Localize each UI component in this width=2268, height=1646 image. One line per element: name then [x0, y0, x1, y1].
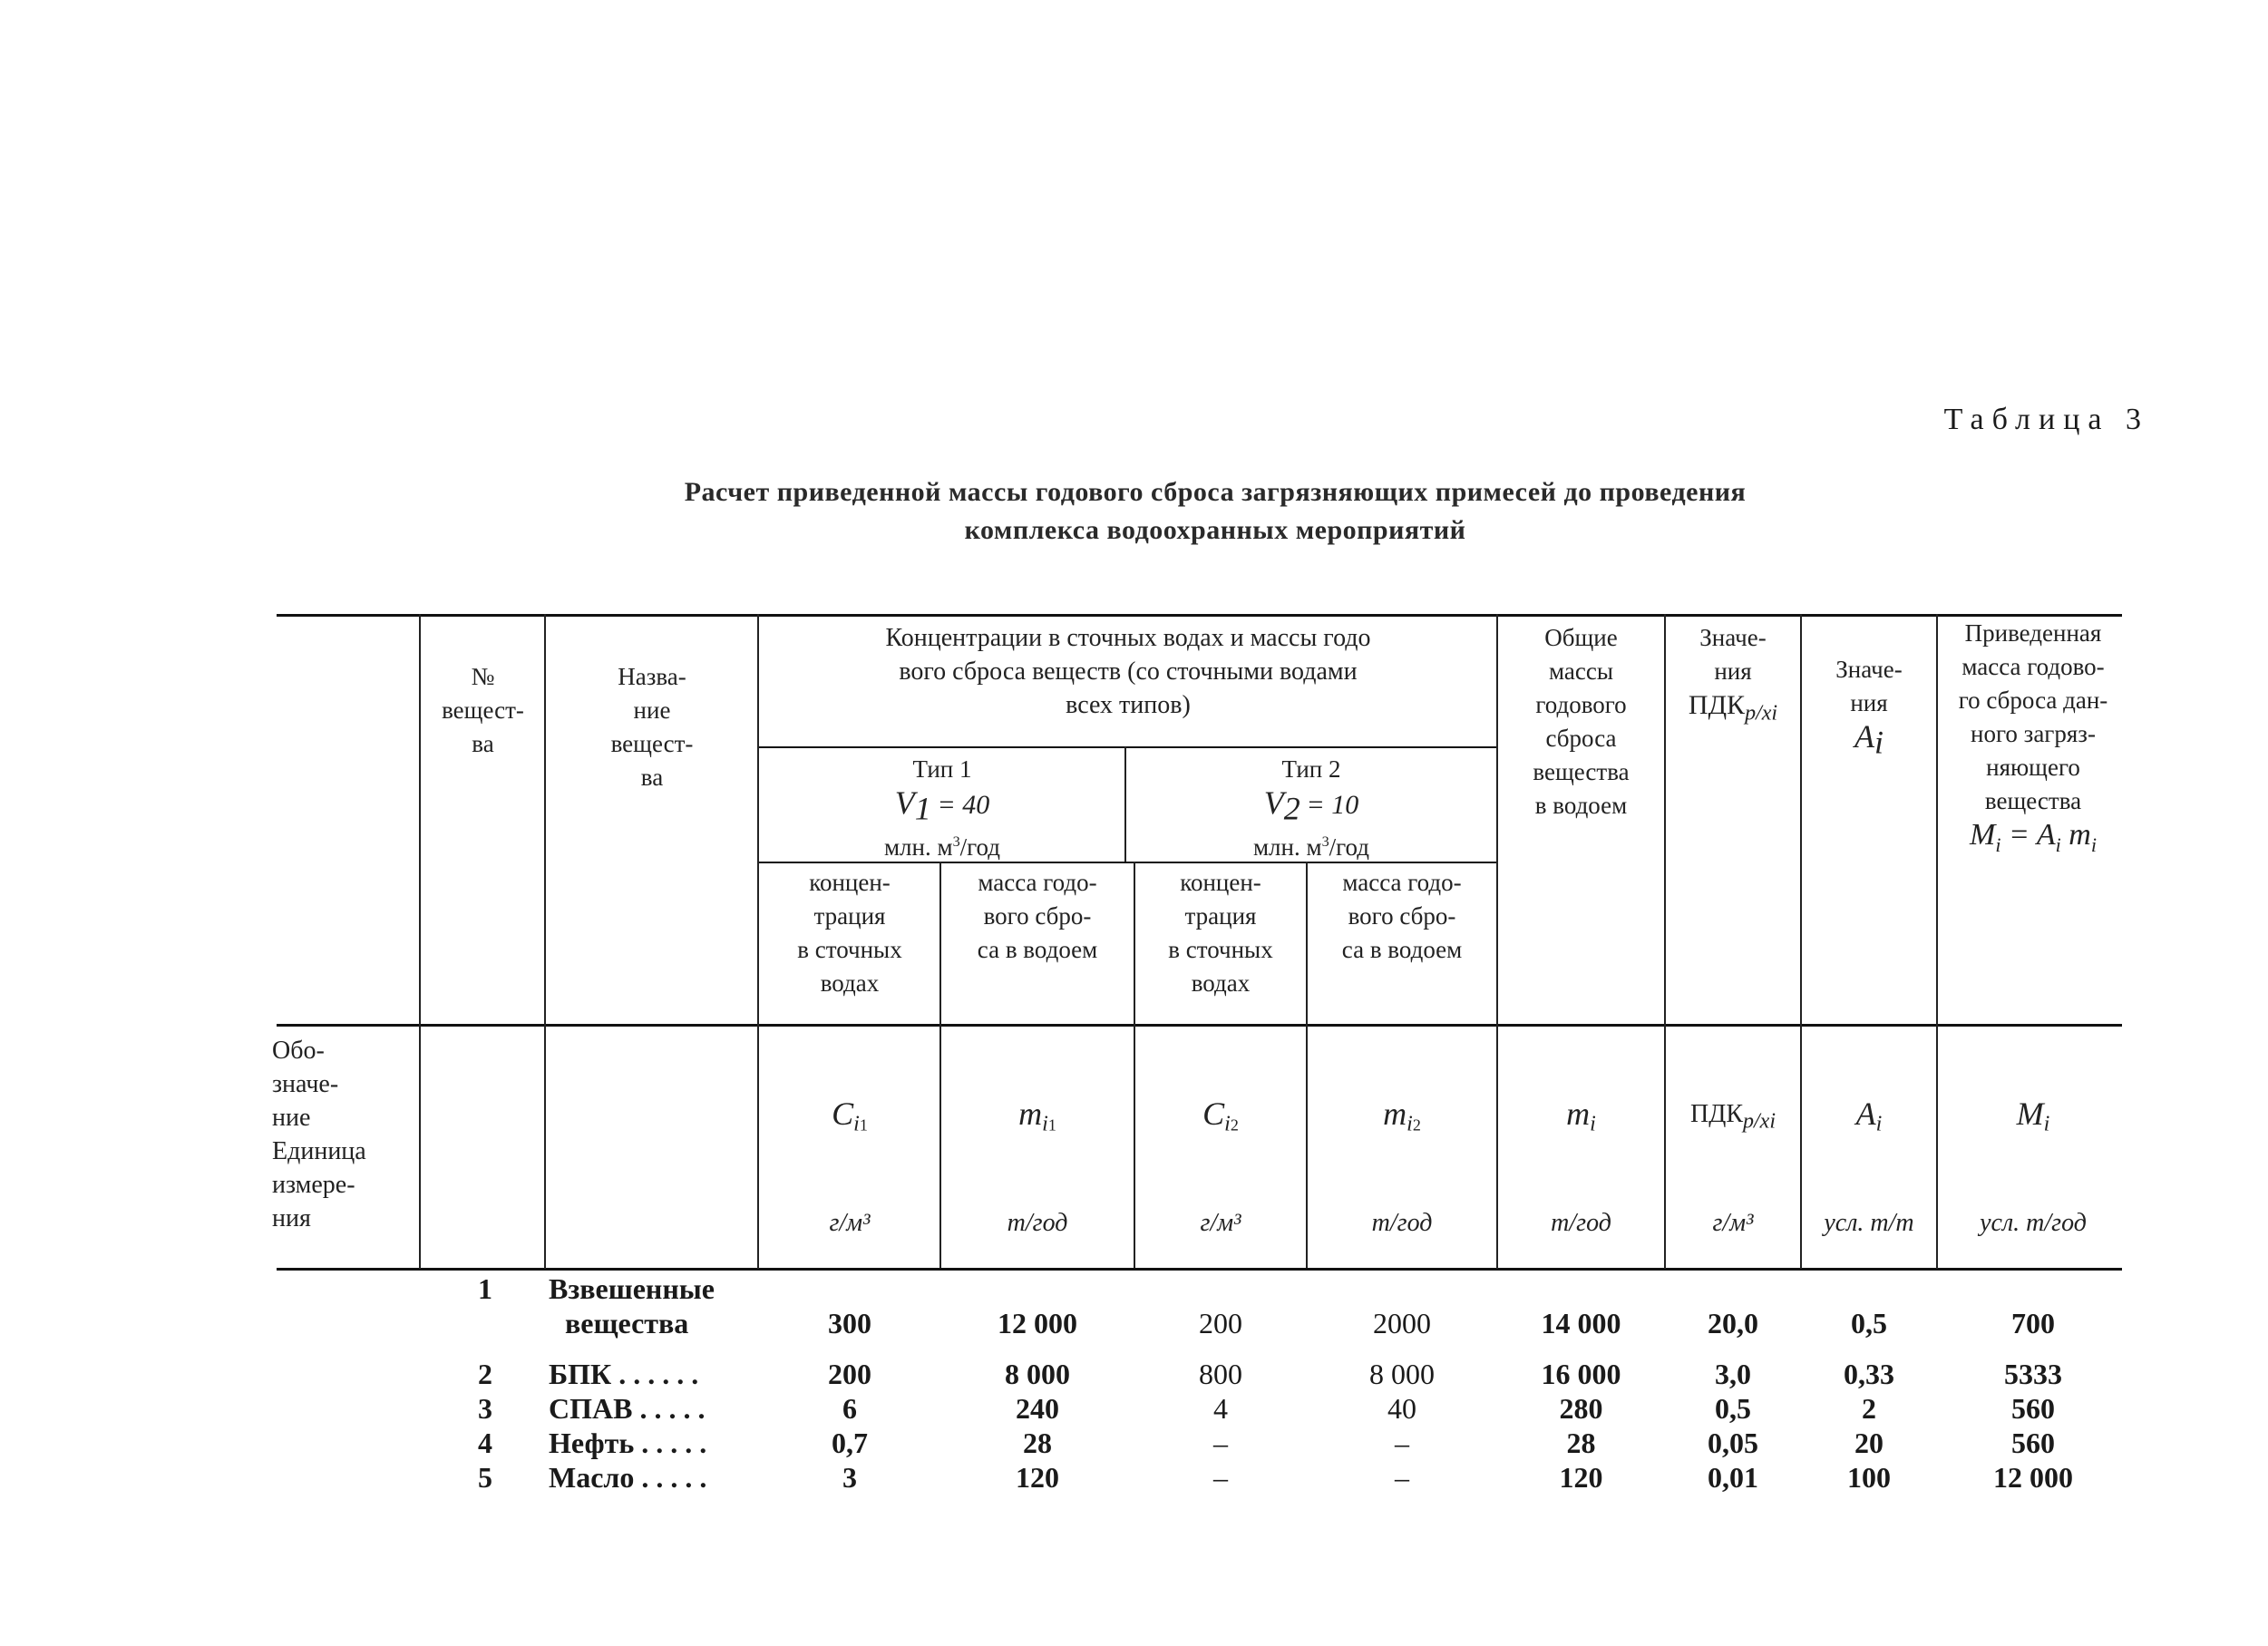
- symbol-sub: i: [1042, 1112, 1048, 1136]
- group-line: Концентрации в сточных водах и массы годо: [885, 624, 1371, 652]
- row-cell-pdk: 3,0: [1715, 1358, 1751, 1390]
- unit-pre: млн. м: [1252, 833, 1322, 862]
- symbol-main: C: [1202, 1096, 1225, 1132]
- row-cell-a: 0,33: [1844, 1358, 1894, 1390]
- reduced-line: масса годово-: [1961, 653, 2105, 680]
- header-reduced-mass: [1938, 617, 2128, 862]
- formula-eq: = A: [2009, 818, 2056, 852]
- sub-line: масса годо-: [978, 869, 1097, 896]
- header-pdk: [1666, 621, 1800, 730]
- sub-line: в сточных: [797, 936, 902, 963]
- row-name: [549, 1357, 757, 1391]
- unit-label-line: ния: [272, 1204, 311, 1232]
- row-cell-c2: 800: [1199, 1358, 1242, 1390]
- row-cell-total: 14 000: [1541, 1307, 1621, 1339]
- row-cell-a: 0,5: [1851, 1307, 1887, 1339]
- row-cell-m1: 8 000: [1005, 1358, 1070, 1390]
- volume-sub: 1: [914, 790, 931, 827]
- symbol-sub2: 1: [859, 1115, 868, 1135]
- sub-line: трация: [813, 902, 886, 930]
- total-line: годового: [1535, 691, 1627, 718]
- header-number-line: №: [471, 663, 495, 690]
- designation-line: ние: [272, 1104, 311, 1132]
- symbol-sub: i: [1407, 1112, 1413, 1136]
- designation-unit: г/м³: [1200, 1209, 1241, 1237]
- group-rule: [757, 746, 1496, 748]
- title-line-1: Расчет приведенной массы годового сброса загрязняющих примесей до проведения: [684, 477, 1747, 507]
- row-name-line: БПК . . . . . .: [549, 1358, 699, 1390]
- pdk-line: ния: [1714, 657, 1752, 685]
- row-cell-c1: 200: [828, 1358, 871, 1390]
- row-cell-c2: 4: [1213, 1392, 1228, 1425]
- unit-label-line: Единица: [272, 1137, 366, 1165]
- unit-sup: 3: [1321, 833, 1329, 851]
- designation-label: [272, 1034, 408, 1235]
- designation-symbol: [1498, 1097, 1664, 1141]
- row-cell-m2: 8 000: [1369, 1358, 1435, 1390]
- designation-symbol: [1308, 1097, 1496, 1142]
- sub-line: водах: [820, 969, 880, 997]
- header-name-line: вещест-: [610, 730, 694, 757]
- row-cell-m2: –: [1395, 1461, 1409, 1494]
- row-cell-c1: 6: [842, 1392, 857, 1425]
- designation-line: Обо-: [272, 1037, 325, 1065]
- row-cell-c1: 0,7: [832, 1427, 868, 1459]
- sub-line: концен-: [809, 869, 891, 896]
- symbol-sub2: 1: [1047, 1115, 1056, 1135]
- row-name-line: СПАВ . . . . .: [549, 1392, 706, 1425]
- row-number: 4: [478, 1427, 492, 1459]
- row-cell-m1: 28: [1023, 1427, 1052, 1459]
- symbol-main: ПДК: [1690, 1100, 1743, 1128]
- header-number-line: вещест-: [442, 696, 524, 724]
- a-line: Значе-: [1835, 656, 1903, 683]
- a-line: ния: [1850, 689, 1888, 716]
- row-name-line: Взвешенные: [549, 1272, 715, 1305]
- type-label: Тип 2: [1281, 755, 1341, 783]
- header-name-line: Назва-: [618, 663, 686, 690]
- designation-line: значе-: [272, 1070, 339, 1098]
- row-cell-m: 560: [2011, 1392, 2055, 1425]
- designation-unit: т/год: [1371, 1209, 1433, 1237]
- header-conc-1: [760, 866, 939, 1000]
- header-name-line: ние: [633, 696, 671, 724]
- sub-line: са в водоем: [977, 936, 1098, 963]
- designation-unit: т/год: [1551, 1209, 1611, 1237]
- row-number: 1: [478, 1272, 492, 1305]
- header-type-2: [1126, 753, 1496, 864]
- designation-unit: усл. т/т: [1824, 1209, 1914, 1237]
- symbol-main: m: [1018, 1096, 1043, 1132]
- header-type-1: [760, 753, 1124, 864]
- row-name-line: вещества: [565, 1307, 689, 1339]
- volume-symbol: V: [1263, 784, 1284, 821]
- header-mass-2: [1308, 866, 1496, 967]
- pdk-line: Значе-: [1699, 624, 1767, 651]
- type-volume: [1126, 786, 1496, 825]
- designation-rule: [277, 1268, 2122, 1271]
- symbol-main: M: [2016, 1096, 2044, 1132]
- row-name: [549, 1426, 757, 1460]
- row-cell-pdk: 0,01: [1708, 1461, 1758, 1494]
- title-line-2: комплекса водоохранных мероприятий: [964, 515, 1466, 545]
- symbol-main: m: [1383, 1096, 1407, 1132]
- volume-symbol: V: [894, 784, 915, 821]
- type-unit: [760, 825, 1124, 864]
- unit-post: /год: [959, 833, 1001, 862]
- row-cell-m: 560: [2011, 1427, 2055, 1459]
- formula-m: M: [1970, 818, 1996, 852]
- unit-sup: 3: [952, 833, 960, 851]
- unit-post: /год: [1329, 833, 1370, 862]
- row-cell-m: 12 000: [1993, 1461, 2073, 1494]
- a-sub: i: [1874, 724, 1884, 761]
- row-cell-c2: –: [1213, 1461, 1228, 1494]
- sub-line: вого сбро-: [983, 902, 1092, 930]
- symbol-sub: i: [1875, 1112, 1883, 1136]
- row-cell-m: 5333: [2004, 1358, 2062, 1390]
- header-mass-1: [941, 866, 1134, 967]
- designation-unit: усл. т/год: [1980, 1209, 2087, 1237]
- volume-value: = 40: [937, 790, 990, 820]
- a-sym: A: [1854, 718, 1874, 755]
- symbol-sub2: 2: [1412, 1115, 1421, 1135]
- row-cell-m2: –: [1395, 1427, 1409, 1459]
- group-line: всех типов): [1066, 691, 1191, 719]
- symbol-sub: р/хі: [1743, 1109, 1776, 1134]
- total-line: вещества: [1533, 758, 1630, 785]
- designation-symbol: [1802, 1097, 1936, 1141]
- row-name-line: Масло . . . . .: [549, 1461, 707, 1494]
- row-cell-c1: 300: [828, 1307, 871, 1339]
- formula-m-small: m: [2068, 818, 2091, 852]
- row-name-line: Нефть . . . . .: [549, 1427, 707, 1459]
- row-cell-m2: 40: [1387, 1392, 1416, 1425]
- group-line: вого сброса веществ (со сточными водами: [899, 657, 1358, 686]
- total-line: Общие: [1544, 624, 1618, 651]
- header-number: [422, 660, 544, 761]
- row-cell-pdk: 0,5: [1715, 1392, 1751, 1425]
- row-cell-total: 120: [1559, 1461, 1603, 1494]
- total-line: сброса: [1545, 725, 1617, 752]
- symbol-sub: i: [853, 1112, 860, 1136]
- symbol-sub: i: [1224, 1112, 1231, 1136]
- row-name: [549, 1271, 757, 1340]
- header-name: [547, 660, 757, 794]
- header-name-line: ва: [640, 764, 664, 791]
- sub-line: масса годо-: [1342, 869, 1462, 896]
- vline: [419, 614, 421, 1269]
- header-rule: [277, 1024, 2122, 1027]
- header-total-mass: [1498, 621, 1664, 823]
- sub-line: концен-: [1180, 869, 1261, 896]
- pdk-sub: р/хі: [1745, 701, 1778, 726]
- row-cell-a: 20: [1854, 1427, 1884, 1459]
- row-cell-pdk: 0,05: [1708, 1427, 1758, 1459]
- symbol-sub: i: [1590, 1112, 1596, 1136]
- header-a-values: [1802, 653, 1936, 759]
- reduced-line: вещества: [1984, 787, 2082, 814]
- reduced-line: ного загряз-: [1971, 720, 2096, 747]
- vline: [757, 614, 759, 1269]
- table-label: Таблица 3: [1943, 403, 2149, 436]
- row-number: 2: [478, 1358, 492, 1390]
- row-cell-m1: 120: [1016, 1461, 1059, 1494]
- row-cell-m2: 2000: [1373, 1307, 1431, 1339]
- vline: [544, 614, 546, 1269]
- type-unit: [1126, 825, 1496, 864]
- pdk-symbol: [1666, 688, 1800, 730]
- sub-line: са в водоем: [1341, 936, 1463, 963]
- row-cell-m1: 240: [1016, 1392, 1059, 1425]
- sub-line: трация: [1184, 902, 1257, 930]
- row-cell-m: 700: [2011, 1307, 2055, 1339]
- row-name: [549, 1391, 757, 1426]
- reduced-line: Приведенная: [1964, 619, 2102, 647]
- top-rule: [277, 614, 2122, 617]
- header-concentrations-group: [760, 621, 1496, 722]
- designation-unit: г/м³: [1712, 1209, 1754, 1237]
- total-line: в водоем: [1534, 792, 1628, 819]
- pdk-sym: ПДК: [1688, 690, 1746, 720]
- reduced-line: го сброса дан-: [1958, 687, 2108, 714]
- row-cell-pdk: 20,0: [1708, 1307, 1758, 1339]
- row-cell-a: 2: [1862, 1392, 1876, 1425]
- designation-symbol: [1938, 1097, 2128, 1141]
- symbol-main: C: [832, 1096, 854, 1132]
- symbol-sub: i: [2043, 1112, 2050, 1136]
- type-volume: [760, 786, 1124, 825]
- row-cell-total: 280: [1559, 1392, 1603, 1425]
- designation-unit: г/м³: [829, 1209, 871, 1237]
- document-title: [508, 473, 1922, 550]
- total-line: массы: [1549, 657, 1613, 685]
- symbol-main: m: [1566, 1096, 1591, 1132]
- designation-symbol: [941, 1097, 1134, 1142]
- reduced-formula: $M_i = A_i$ $m_i$: [1970, 818, 2097, 856]
- sub-line: вого сбро-: [1348, 902, 1456, 930]
- sub-line: водах: [1191, 969, 1251, 997]
- row-cell-c2: 200: [1199, 1307, 1242, 1339]
- type-label: Тип 1: [912, 755, 972, 783]
- row-cell-a: 100: [1847, 1461, 1891, 1494]
- a-symbol: [1802, 720, 1936, 759]
- row-cell-c1: 3: [842, 1461, 857, 1494]
- row-cell-total: 28: [1566, 1427, 1596, 1459]
- sub-line: в сточных: [1168, 936, 1273, 963]
- header-conc-2: [1135, 866, 1306, 1000]
- row-cell-c2: –: [1213, 1427, 1228, 1459]
- row-cell-total: 16 000: [1541, 1358, 1621, 1390]
- volume-sub: 2: [1283, 790, 1300, 827]
- designation-unit: т/год: [1007, 1209, 1068, 1237]
- row-number: 3: [478, 1392, 492, 1425]
- designation-symbol: [760, 1097, 939, 1142]
- symbol-main: A: [1855, 1096, 1876, 1132]
- designation-symbol: [1135, 1097, 1306, 1142]
- unit-label-line: измере-: [272, 1171, 355, 1199]
- unit-pre: млн. м: [883, 833, 953, 862]
- row-cell-m1: 12 000: [998, 1307, 1077, 1339]
- row-name: [549, 1460, 757, 1495]
- symbol-sub2: 2: [1230, 1115, 1239, 1135]
- designation-symbol: [1666, 1097, 1800, 1138]
- header-number-line: ва: [472, 730, 494, 757]
- volume-value: = 10: [1306, 790, 1359, 820]
- reduced-line: няющего: [1986, 754, 2080, 781]
- row-number: 5: [478, 1461, 492, 1494]
